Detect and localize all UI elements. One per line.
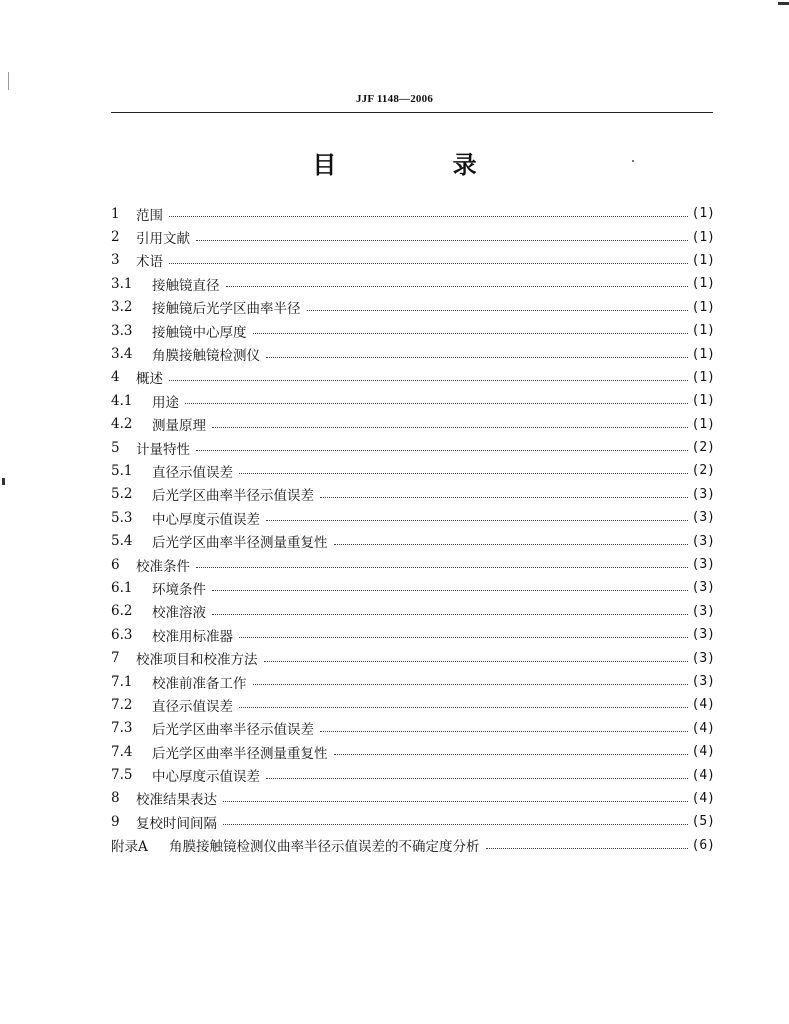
toc-entry-label: 测量原理 xyxy=(152,418,206,435)
toc-entry-page: (1) xyxy=(691,206,715,222)
toc-entry-number: 7.4 xyxy=(111,743,133,760)
toc-entry-number: 9 xyxy=(111,813,120,830)
toc-entry-number: 6.3 xyxy=(111,626,133,643)
toc-entry[interactable] xyxy=(111,319,715,342)
toc-entry-page: (3) xyxy=(691,486,715,502)
toc-entry-number: 3.4 xyxy=(111,346,133,363)
toc-entry[interactable] xyxy=(111,272,715,295)
toc-entry-label: 术语 xyxy=(136,254,163,271)
toc-entry[interactable] xyxy=(111,763,715,786)
toc-entry-number: 7.2 xyxy=(111,696,133,713)
scan-mark xyxy=(8,72,9,90)
toc-leader-dots xyxy=(334,754,688,755)
toc-entry[interactable] xyxy=(111,483,715,506)
scan-mark xyxy=(2,478,5,485)
toc-leader-dots xyxy=(320,497,688,498)
toc-entry-number: 5.1 xyxy=(111,462,133,479)
scan-mark xyxy=(778,2,789,5)
toc-entry[interactable] xyxy=(111,366,715,389)
scan-mark xyxy=(632,160,634,162)
toc-leader-dots xyxy=(196,240,688,241)
table-of-contents xyxy=(111,202,715,857)
toc-entry-label: 后光学区曲率半径示值误差 xyxy=(152,722,314,739)
toc-entry-label: 复校时间间隔 xyxy=(136,815,217,832)
toc-entry[interactable] xyxy=(111,389,715,412)
toc-entry-label: 中心厚度示值误差 xyxy=(152,511,260,528)
toc-entry[interactable] xyxy=(111,225,715,248)
toc-entry-page: (1) xyxy=(691,416,715,432)
toc-entry-page: (1) xyxy=(691,369,715,385)
toc-entry-label: 引用文献 xyxy=(136,231,190,248)
toc-entry-label: 接触镜直径 xyxy=(152,277,220,294)
toc-entry-page: (6) xyxy=(691,837,715,853)
toc-appendix-entry[interactable] xyxy=(111,834,715,857)
toc-entry-number: 6 xyxy=(111,556,120,573)
toc-entry[interactable] xyxy=(111,249,715,272)
toc-entry-label: 校准项目和校准方法 xyxy=(136,652,258,669)
toc-entry-label: 用途 xyxy=(152,394,179,411)
toc-leader-dots xyxy=(169,216,688,217)
toc-entry-page: (3) xyxy=(691,627,715,643)
toc-leader-dots xyxy=(169,263,688,264)
toc-entry[interactable] xyxy=(111,623,715,646)
toc-entry-number: 7.3 xyxy=(111,720,133,737)
toc-leader-dots xyxy=(239,637,688,638)
toc-entry[interactable] xyxy=(111,529,715,552)
toc-entry[interactable] xyxy=(111,413,715,436)
toc-leader-dots xyxy=(266,520,688,521)
toc-leader-dots xyxy=(212,614,688,615)
toc-entry[interactable] xyxy=(111,553,715,576)
toc-leader-dots xyxy=(486,848,688,849)
toc-entry-page: (4) xyxy=(691,720,715,736)
toc-entry-page: (3) xyxy=(691,510,715,526)
toc-entry-page: (4) xyxy=(691,697,715,713)
toc-entry[interactable] xyxy=(111,740,715,763)
toc-entry-label: 校准用标准器 xyxy=(152,628,233,645)
toc-entry-page: (4) xyxy=(691,744,715,760)
toc-entry-page: (3) xyxy=(691,603,715,619)
header-rule xyxy=(111,112,713,113)
toc-entry-number: 7.1 xyxy=(111,673,133,690)
toc-entry[interactable] xyxy=(111,296,715,319)
toc-entry-label: 后光学区曲率半径测量重复性 xyxy=(152,535,328,552)
toc-entry[interactable] xyxy=(111,342,715,365)
toc-entry-page: (3) xyxy=(691,580,715,596)
toc-entry-number: 8 xyxy=(111,790,120,807)
toc-leader-dots xyxy=(253,684,688,685)
toc-entry-label: 直径示值误差 xyxy=(152,698,233,715)
toc-leader-dots xyxy=(334,544,688,545)
toc-entry-number: 4.2 xyxy=(111,416,133,433)
toc-leader-dots xyxy=(239,707,688,708)
toc-entry-number: 2 xyxy=(111,229,120,246)
toc-entry[interactable] xyxy=(111,670,715,693)
toc-entry[interactable] xyxy=(111,810,715,833)
toc-entry-number: 5.3 xyxy=(111,509,133,526)
toc-entry-page: (3) xyxy=(691,650,715,666)
toc-entry-page: (1) xyxy=(691,299,715,315)
toc-entry-number: 3 xyxy=(111,252,120,269)
toc-leader-dots xyxy=(196,450,688,451)
toc-entry-label: 校准结果表达 xyxy=(136,792,217,809)
toc-entry[interactable] xyxy=(111,693,715,716)
toc-entry[interactable] xyxy=(111,576,715,599)
toc-entry-number: 7.5 xyxy=(111,767,133,784)
toc-entry-label: 后光学区曲率半径示值误差 xyxy=(152,488,314,505)
toc-leader-dots xyxy=(212,427,688,428)
toc-leader-dots xyxy=(320,731,688,732)
toc-entry-label: 接触镜后光学区曲率半径 xyxy=(152,301,301,318)
toc-entry-number: 6.1 xyxy=(111,579,133,596)
toc-entry-label: 校准条件 xyxy=(136,558,190,575)
toc-entry-number: 3.1 xyxy=(111,275,133,292)
toc-leader-dots xyxy=(266,778,688,779)
toc-entry-number: 附录A xyxy=(111,839,148,856)
toc-entry[interactable] xyxy=(111,646,715,669)
toc-entry-label: 范围 xyxy=(136,207,163,224)
toc-entry[interactable] xyxy=(111,202,715,225)
toc-entry-label: 环境条件 xyxy=(152,581,206,598)
toc-entry-page: (2) xyxy=(691,463,715,479)
toc-leader-dots xyxy=(264,661,688,662)
toc-entry-page: (1) xyxy=(691,346,715,362)
toc-entry-number: 3.2 xyxy=(111,299,133,316)
toc-entry-label: 后光学区曲率半径测量重复性 xyxy=(152,745,328,762)
toc-entry-page: (3) xyxy=(691,674,715,689)
toc-entry-page: (2) xyxy=(691,440,715,456)
toc-entry-label: 直径示值误差 xyxy=(152,464,233,481)
toc-entry-page: (3) xyxy=(691,533,715,549)
toc-entry-page: (1) xyxy=(691,276,715,292)
toc-entry-number: 4.1 xyxy=(111,392,133,409)
toc-entry[interactable] xyxy=(111,787,715,810)
toc-leader-dots xyxy=(169,380,688,381)
toc-entry-label: 校准前准备工作 xyxy=(152,675,247,692)
toc-entry-page: (4) xyxy=(691,790,715,806)
toc-entry-number: 1 xyxy=(111,205,120,222)
toc-entry-page: (1) xyxy=(691,252,715,268)
toc-entry[interactable] xyxy=(111,436,715,459)
toc-leader-dots xyxy=(223,801,688,802)
toc-entry-page: (1) xyxy=(691,229,715,245)
toc-leader-dots xyxy=(196,567,688,568)
toc-leader-dots xyxy=(226,286,688,287)
toc-entry-page: (3) xyxy=(691,557,715,573)
toc-leader-dots xyxy=(212,590,688,591)
toc-entry-page: (1) xyxy=(691,393,715,409)
standard-header: JJF 1148—2006 xyxy=(355,93,434,105)
toc-entry[interactable] xyxy=(111,506,715,529)
toc-entry-number: 5.2 xyxy=(111,486,133,503)
toc-entry-number: 7 xyxy=(111,650,120,667)
toc-entry-label: 校准溶液 xyxy=(152,605,206,622)
toc-entry-page: (4) xyxy=(691,767,715,783)
toc-entry-page: (1) xyxy=(691,323,715,339)
toc-entry-number: 3.3 xyxy=(111,322,133,339)
toc-entry-number: 5.4 xyxy=(111,533,133,550)
toc-entry-number: 4 xyxy=(111,369,120,386)
toc-entry-label: 计量特性 xyxy=(136,441,190,458)
toc-leader-dots xyxy=(307,310,688,311)
page-title: 目 录 xyxy=(312,151,531,179)
toc-leader-dots xyxy=(266,357,688,358)
toc-entry-page: (5) xyxy=(691,814,715,830)
toc-entry-number: 5 xyxy=(111,439,120,456)
toc-entry-label: 角膜接触镜检测仪 xyxy=(152,348,260,365)
toc-entry[interactable] xyxy=(111,459,715,482)
toc-entry-label: 中心厚度示值误差 xyxy=(152,769,260,786)
toc-entry[interactable] xyxy=(111,717,715,740)
toc-entry-number: 6.2 xyxy=(111,603,133,620)
toc-entry-label: 概述 xyxy=(136,371,163,388)
toc-leader-dots xyxy=(185,403,688,404)
toc-leader-dots xyxy=(223,824,688,825)
toc-entry-label: 接触镜中心厚度 xyxy=(152,324,247,341)
toc-leader-dots xyxy=(239,473,688,474)
toc-leader-dots xyxy=(253,333,688,334)
toc-entry[interactable] xyxy=(111,600,715,623)
toc-entry-label: 角膜接触镜检测仪曲率半径示值误差的不确定度分析 xyxy=(169,839,480,856)
